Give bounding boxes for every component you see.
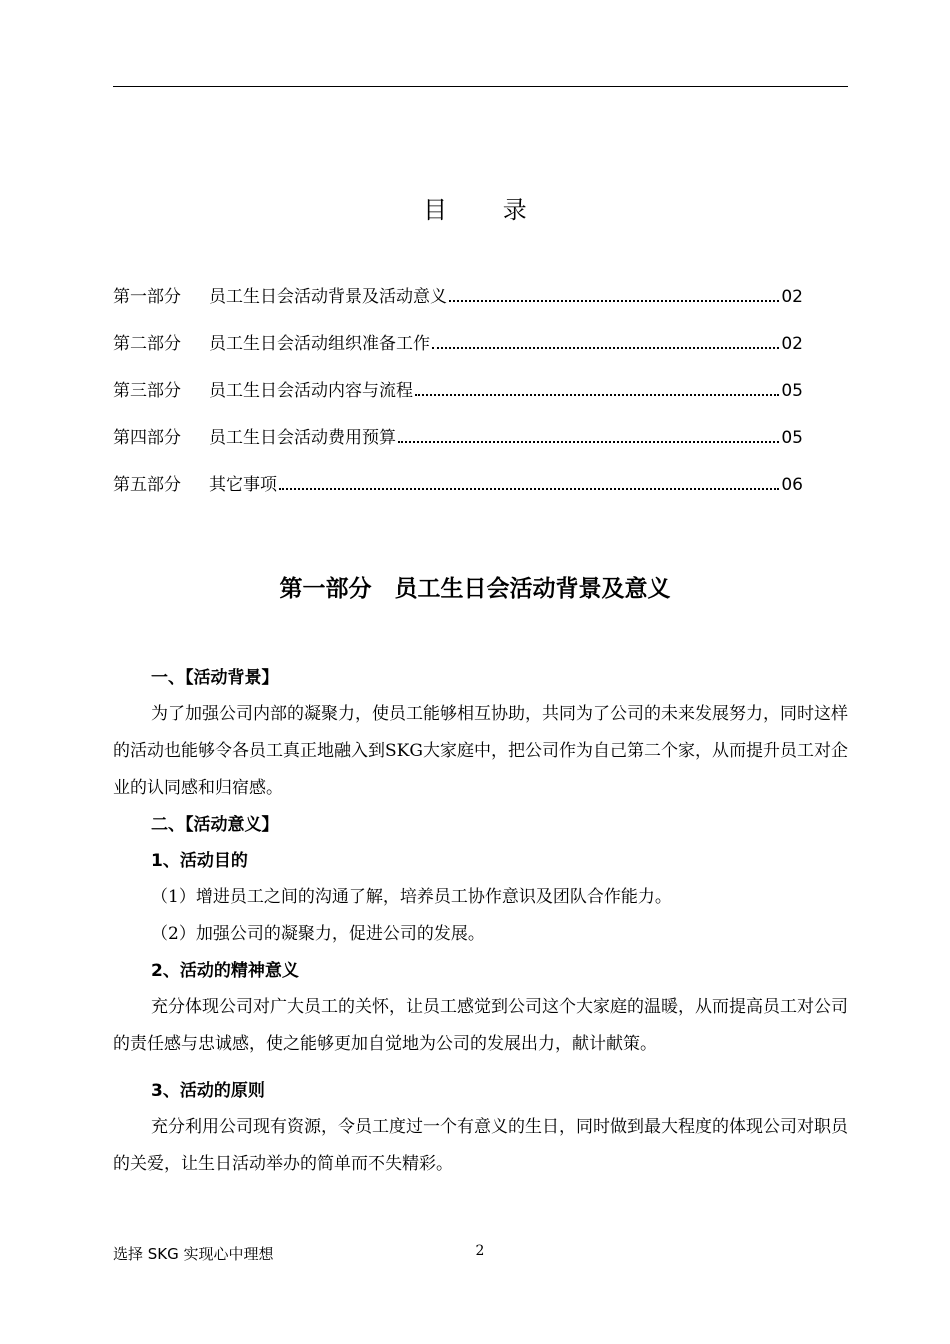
paragraph-spiritual-significance: 充分体现公司对广大员工的关怀，让员工感觉到公司这个大家庭的温暖，从而提高员工对公司的责任感与忠诚感，使之能够更加自觉地为公司的发展出力，献计献策。 — [113, 997, 848, 1054]
toc-page: 02 — [781, 287, 803, 307]
toc-part: 第三部分 — [113, 381, 181, 401]
list-item: （1）增进员工之间的沟通了解，培养员工协作意识及团队合作能力。 — [151, 887, 672, 907]
list-item: （2）加强公司的凝聚力，促进公司的发展。 — [151, 924, 485, 944]
toc-text: 其它事项 — [209, 475, 277, 495]
toc-leader-dots — [432, 347, 779, 349]
toc-row — [113, 470, 803, 517]
heading-activity-significance: 二、【活动意义】 — [151, 815, 279, 835]
subheading-spiritual-significance: 2、活动的精神意义 — [151, 961, 299, 981]
table-of-contents — [113, 282, 803, 517]
toc-row — [113, 282, 803, 329]
toc-page: 02 — [781, 334, 803, 354]
toc-part: 第五部分 — [113, 475, 181, 495]
toc-row — [113, 423, 803, 470]
heading-activity-background: 一、【活动背景】 — [151, 668, 279, 688]
subheading-activity-purpose: 1、活动目的 — [151, 851, 248, 871]
toc-text: 员工生日会活动费用预算 — [209, 428, 396, 448]
toc-leader-dots — [449, 300, 779, 302]
toc-leader-dots — [279, 488, 779, 490]
paragraph-principles: 充分利用公司现有资源，令员工度过一个有意义的生日，同时做到最大程度的体现公司对职员的关爱，让生日活动举办的简单而不失精彩。 — [113, 1117, 848, 1174]
toc-text: 员工生日会活动内容与流程 — [209, 381, 413, 401]
paragraph-background: 为了加强公司内部的凝聚力，使员工能够相互协助，共同为了公司的未来发展努力，同时这样的活动也能够令各员工真正地融入到SKG大家庭中，把公司作为自己第二个家，从而提升员工对企业的认同感和归宿感。 — [113, 704, 848, 798]
toc-part: 第一部分 — [113, 287, 181, 307]
header-rule — [113, 86, 848, 87]
section-title: 第一部分 员工生日会活动背景及意义 — [279, 576, 671, 602]
page-number: 2 — [475, 1243, 485, 1259]
toc-leader-dots — [415, 394, 779, 396]
footer-slogan: 选择 SKG 实现心中理想 — [113, 1245, 274, 1263]
toc-page: 05 — [781, 381, 803, 401]
toc-leader-dots — [398, 441, 779, 443]
toc-row — [113, 376, 803, 423]
toc-part: 第四部分 — [113, 428, 181, 448]
toc-text: 员工生日会活动组织准备工作 — [209, 334, 430, 354]
toc-title: 目 录 — [423, 196, 551, 224]
toc-part: 第二部分 — [113, 334, 181, 354]
toc-text: 员工生日会活动背景及活动意义 — [209, 287, 447, 307]
toc-page: 05 — [781, 428, 803, 448]
toc-row — [113, 329, 803, 376]
subheading-activity-principles: 3、活动的原则 — [151, 1081, 265, 1101]
toc-page: 06 — [781, 475, 803, 495]
section-body — [113, 660, 848, 1183]
